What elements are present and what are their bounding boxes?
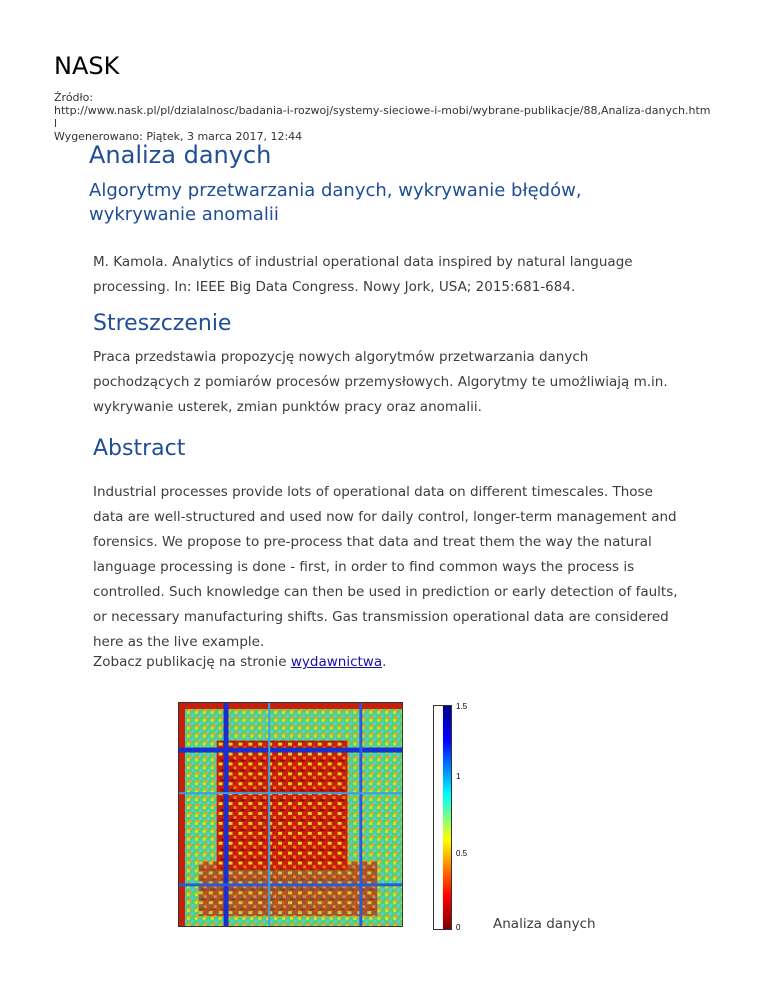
abstract-text: Industrial processes provide lots of operational data on different timescales. Those data are well-structured and used now for daily control, longer-term management and forensics. We propose to pre-process that data and treat them the way the natural language processing is done - first, in order to find common ways the process is controlled. Such knowledge can then be used in prediction or early detection of faults, or necessary manufacturing shifts. Gas transmission operational data are considered here as the live example. xyxy=(93,484,678,650)
site-name: NASK xyxy=(54,52,120,80)
source-label: Źródło: xyxy=(54,91,94,104)
source-url: http://www.nask.pl/pl/dzialalnosc/badania-i-rozwoj/systemy-sieciowe-i-mobi/wybrane-publikacje/88,Analiza-danych.htm xyxy=(54,104,711,117)
summary-heading: Streszczenie xyxy=(93,311,232,336)
publisher-link-line xyxy=(93,650,683,675)
link-prefix: Zobacz publikację na stronie xyxy=(93,654,291,670)
summary-text: Praca przedstawia propozycję nowych algorytmów przetwarzania danych pochodzących z pomiarów procesów przemysłowych. Algorytmy te umożliwiają m.in. wykrywanie usterek, zmian punktów pracy oraz anomalii. xyxy=(93,349,668,415)
page-title: Analiza danych xyxy=(89,141,272,169)
citation: M. Kamola. Analytics of industrial operational data inspired by natural language processing. In: IEEE Big Data Congress. Nowy Jork, USA; 2015:681-684. xyxy=(93,254,633,295)
source-meta xyxy=(54,91,754,143)
abstract-heading: Abstract xyxy=(93,436,186,461)
colorbar-tick-1-5: 1.5 xyxy=(456,702,468,711)
publisher-link[interactable]: wydawnictwa xyxy=(290,654,383,670)
colorbar-tick-0: 0 xyxy=(456,923,461,932)
figure-caption: Analiza danych xyxy=(493,916,596,932)
colorbar-tick-1: 1 xyxy=(456,772,461,781)
page-subtitle: Algorytmy przetwarzania danych, wykrywanie błędów, wykrywanie anomalii xyxy=(89,180,582,225)
colorbar xyxy=(433,705,452,930)
generated-date: Wygenerowano: Piątek, 3 marca 2017, 12:44 xyxy=(54,130,303,143)
source-url-tail: l xyxy=(54,117,58,130)
link-suffix: . xyxy=(382,654,387,670)
heatmap-figure xyxy=(178,702,466,930)
heatmap-image xyxy=(178,702,403,927)
colorbar-tick-0-5: 0.5 xyxy=(456,849,468,858)
